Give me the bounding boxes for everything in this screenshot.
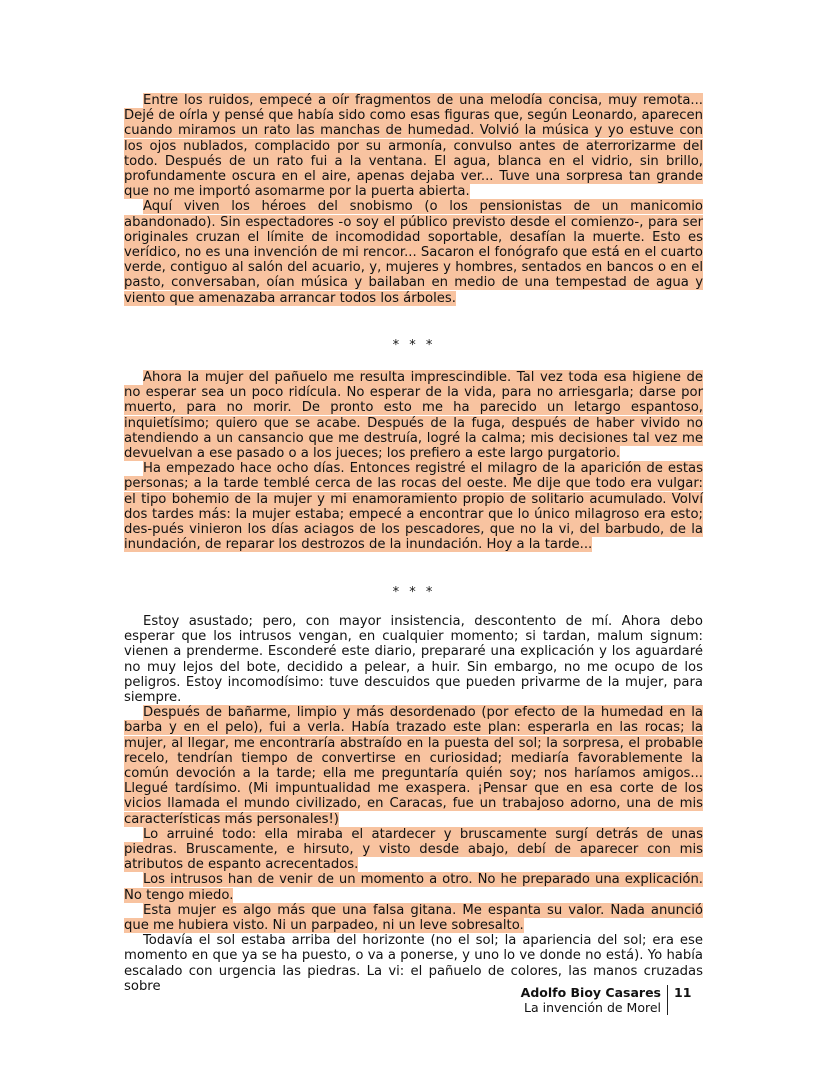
text-block-2 <box>124 370 703 552</box>
paragraph: Lo arruiné todo: ella miraba el atardecer y bruscamente surgí detrás de unas piedras. Bruscamente, e hirsuto, y visto desde abajo, debí de aparecer con mis atributos de espanto acrecentados. <box>124 826 703 873</box>
paragraph: Aquí viven los héroes del snobismo (o los pensionistas de un manicomio abandonado). Sin espectadores -o soy el público previsto desde el comienzo-, para ser originales cruzan el límite de incomodidad soportable, desafían la muerte. Esto es verídico, no es una invención de mi rencor... Sacaron el fonógrafo que está en el cuarto verde, contiguo al salón del acuario, y, mujeres y hombres, sentados en bancos o en el pasto, conversaban, oían música y bailaban en medio de una tempestad de agua y viento que amenazaba arrancar todos los árboles. <box>124 199 703 306</box>
text-block-3 <box>124 614 703 994</box>
paragraph: Entre los ruidos, empecé a oír fragmentos de una melodía concisa, muy remota... Dejé de oírla y pensé que había sido como esas figuras que, según Leonardo, aparecen cuando miramos un rato las manchas de humedad. Volvió la música y yo estuve con los ojos nublados, complacido por su armonía, convulso antes de aterrorizarme del todo. Después de un rato fui a la ventana. El agua, blanca en el vidrio, sin brillo, profundamente oscura en el aire, apenas dejaba ver... Tuve una sorpresa tan grande que no me importó asomarme por la puerta abierta. <box>124 93 703 200</box>
page-number: 11 <box>674 985 692 1000</box>
paragraph: Ha empezado hace ocho días. Entonces registré el milagro de la aparición de estas personas; a la tarde temblé cerca de las rocas del oeste. Me dije que todo era vulgar: el tipo bohemio de la mujer y mi enamoramiento propio de solitario acumulado. Volví dos tardes más: la mujer estaba; empecé a encontrar que lo único milagroso era esto; des-pués vinieron los días aciagos de los pescadores, que no la vi, del barbudo, de la inundación, de reparar los destrozos de la inundación. Hoy a la tarde... <box>124 461 703 553</box>
paragraph: Esta mujer es algo más que una falsa gitana. Me espanta su valor. Nada anunció que me hubiera visto. Ni un parpadeo, ni un leve sobresalto. <box>124 902 703 934</box>
paragraph: Ahora la mujer del pañuelo me resulta imprescindible. Tal vez toda esa higiene de no esperar sea un poco ridícula. No esperar de la vida, para no arriesgarla; darse por muerto, para no morir. De pronto esto me ha parecido un letargo espantoso, inquietísimo; quiero que se acabe. Después de la fuga, después de haber vivido no atendiendo a un cansancio que me destruía, logré la calma; mis decisiones tal vez me devuelvan a ese pasado o a los jueces; los prefiero a este largo purgatorio. <box>124 370 703 462</box>
paragraph: Los intrusos han de venir de un momento a otro. No he preparado una explicación. No tengo miedo. <box>124 872 703 903</box>
footer-book-title: La invención de Morel <box>524 1000 661 1015</box>
paragraph: Todavía el sol estaba arriba del horizonte (no el sol; la apariencia del sol; era ese momento en que ya se ha puesto, o va a ponerse, y uno lo ve donde no está). Yo había escalado con urgencia las piedras. La vi: el pañuelo de colores, las manos cruzadas sobre <box>124 933 703 994</box>
paragraph: Después de bañarme, limpio y más desordenado (por efecto de la humedad en la barba y en el pelo), fui a verla. Había trazado este plan: esperarla en las rocas; la mujer, al llegar, me encontraría abstraído en la puesta del sol; la sorpresa, el probable recelo, tendrían tiempo de convertirse en curiosidad; mediaría favorablemente la común devoción a la tarde; ella me preguntaría quién soy; nos haríamos amigos... Llegué tardísimo. (Mi impuntualidad me exaspera. ¡Pensar que en esa corte de los vicios llamada el mundo civilizado, en Caracas, fue un trabajoso adorno, una de mis características más personales!) <box>124 705 703 827</box>
section-separator: * * * <box>392 338 436 353</box>
page-footer <box>521 985 668 1015</box>
paragraph: Estoy asustado; pero, con mayor insistencia, descontento de mí. Ahora debo esperar que los intrusos vengan, en cualquier momento; si tardan, malum signum: vienen a prenderme. Esconderé este diario, prepararé una explicación y los aguardaré no muy lejos del bote, decidido a pelear, a huir. Sin embargo, no me ocupo de los peligros. Estoy incomodísimo: tuve descuidos que pueden privarme de la mujer, para siempre. <box>124 614 703 706</box>
section-separator: * * * <box>392 585 436 600</box>
text-block-1 <box>124 93 703 306</box>
footer-author: Adolfo Bioy Casares <box>520 985 661 1000</box>
